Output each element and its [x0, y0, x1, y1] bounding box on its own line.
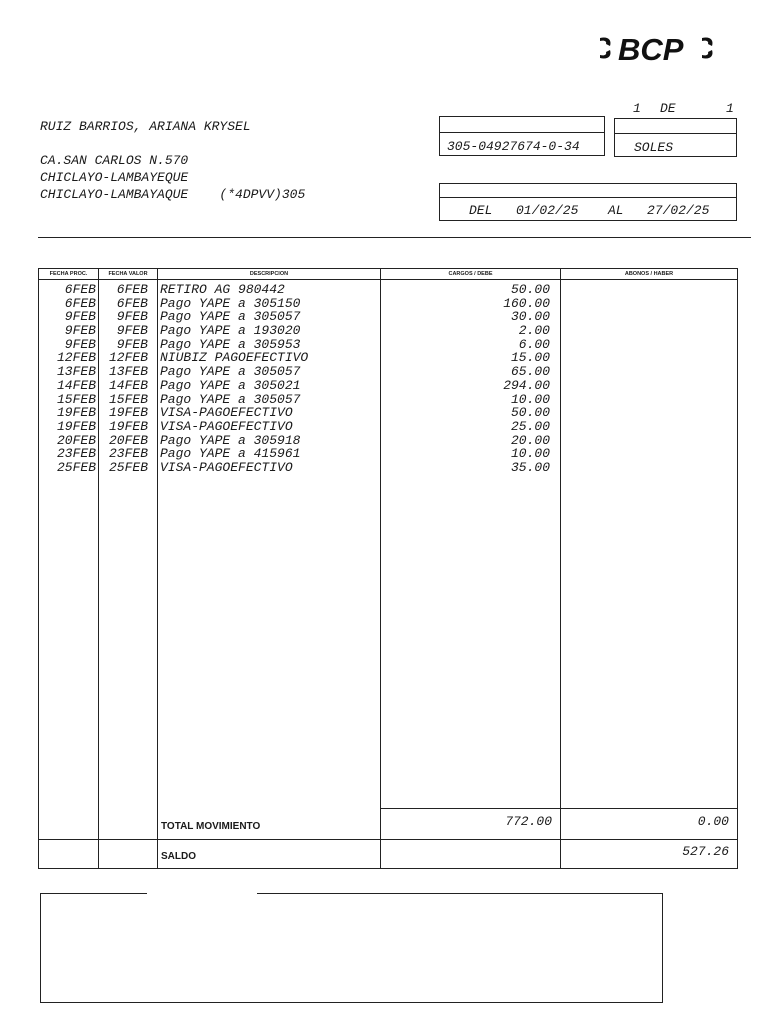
row-proc: 6FEB	[64, 295, 96, 311]
row-valor: 14FEB	[108, 377, 148, 393]
address-line: CHICLAYO-LAMBAYAQUE (*4DPVV)305	[40, 187, 306, 202]
row-proc: 14FEB	[56, 377, 96, 393]
row-abono	[560, 324, 730, 338]
separator	[38, 237, 751, 238]
row-cargo: 294.00	[503, 377, 550, 393]
period-from: 01/02/25	[516, 203, 579, 218]
row-cargo: 10.00	[510, 446, 550, 462]
logo-text: BCP	[618, 32, 684, 66]
row-proc: 20FEB	[56, 432, 96, 448]
row-abono	[560, 420, 730, 434]
account-number: 305-04927674-0-34	[447, 139, 580, 154]
row-proc: 23FEB	[56, 446, 96, 462]
row-desc: Pago YAPE a 305021	[160, 377, 301, 393]
row-valor: 12FEB	[108, 350, 148, 366]
row-valor: 13FEB	[108, 364, 148, 380]
row-proc: 9FEB	[64, 309, 96, 325]
address-line: CHICLAYO-LAMBAYEQUE	[40, 170, 189, 185]
row-abono	[560, 283, 730, 297]
header-abonos: ABONOS / HABER	[561, 269, 738, 280]
row-cargo: 65.00	[510, 364, 550, 380]
row-desc: Pago YAPE a 415961	[160, 446, 301, 462]
customer-address	[40, 153, 305, 204]
total-label: TOTAL MOVIMIENTO	[161, 821, 261, 832]
row-cargo: 30.00	[510, 309, 550, 325]
header-cargos: CARGOS / DEBE	[381, 269, 561, 280]
row-valor: 19FEB	[108, 405, 148, 421]
row-abono	[560, 434, 730, 448]
currency-box	[614, 118, 737, 157]
row-cargo: 15.00	[510, 350, 550, 366]
row-cargo: 35.00	[510, 459, 550, 475]
row-desc: Pago YAPE a 305953	[160, 336, 301, 352]
row-valor: 6FEB	[116, 282, 148, 297]
row-desc: Pago YAPE a 305057	[160, 364, 301, 380]
row-abono	[560, 297, 730, 311]
row-cargo: 50.00	[510, 405, 550, 421]
row-valor: 23FEB	[108, 446, 148, 462]
row-proc: 6FEB	[64, 282, 96, 297]
period-to: 27/02/25	[647, 203, 710, 218]
row-desc: Pago YAPE a 193020	[160, 323, 301, 339]
row-valor: 9FEB	[116, 323, 148, 339]
row-abono	[560, 338, 730, 352]
bcp-logo	[598, 30, 728, 66]
currency: SOLES	[634, 140, 674, 155]
row-desc: VISA-PAGOEFECTIVO	[160, 418, 293, 434]
row-desc: VISA-PAGOEFECTIVO	[160, 405, 293, 421]
col-fecha-valor	[98, 283, 148, 475]
row-valor: 19FEB	[108, 418, 148, 434]
col-fecha-proc	[38, 283, 96, 475]
row-valor: 25FEB	[108, 459, 148, 475]
row-valor: 9FEB	[116, 336, 148, 352]
row-desc: NIUBIZ PAGOEFECTIVO	[160, 350, 309, 366]
page-of-label: DE	[660, 101, 676, 116]
row-cargo: 25.00	[510, 418, 550, 434]
row-desc: VISA-PAGOEFECTIVO	[160, 459, 293, 475]
row-proc: 13FEB	[56, 364, 96, 380]
header-descripcion: DESCRIPCION	[158, 269, 381, 280]
row-desc: Pago YAPE a 305918	[160, 432, 301, 448]
saldo-value: 527.26	[682, 844, 729, 859]
row-cargo: 20.00	[510, 432, 550, 448]
row-abono	[560, 379, 730, 393]
header-fecha-proc: FECHA PROC.	[39, 269, 99, 280]
page-current: 1	[633, 101, 641, 116]
address-line: CA.SAN CARLOS N.570	[40, 153, 189, 168]
row-cargo: 10.00	[510, 391, 550, 407]
row-desc: Pago YAPE a 305150	[160, 295, 301, 311]
row-abono	[560, 310, 730, 324]
row-abono	[560, 447, 730, 461]
col-abonos	[560, 283, 730, 475]
total-abonos: 0.00	[697, 814, 729, 829]
row-proc: 9FEB	[64, 336, 96, 352]
col-cargos	[380, 283, 550, 475]
total-cargos: 772.00	[505, 814, 552, 829]
row-cargo: 50.00	[510, 282, 550, 297]
row-cargo: 160.00	[503, 295, 550, 311]
row-abono	[560, 393, 730, 407]
row-proc: 9FEB	[64, 323, 96, 339]
row-desc: Pago YAPE a 305057	[160, 309, 301, 325]
row-valor: 20FEB	[108, 432, 148, 448]
row-abono	[560, 351, 730, 365]
row-abono	[560, 461, 730, 475]
period-from-label: DEL	[469, 203, 493, 218]
period-to-label: AL	[608, 203, 624, 218]
row-valor: 15FEB	[108, 391, 148, 407]
row-valor: 9FEB	[116, 309, 148, 325]
row-valor: 6FEB	[116, 295, 148, 311]
row-abono	[560, 365, 730, 379]
row-proc: 19FEB	[56, 418, 96, 434]
header-fecha-valor: FECHA VALOR	[99, 269, 158, 280]
saldo-label: SALDO	[161, 851, 196, 862]
movements-table	[38, 268, 738, 280]
row-desc: RETIRO AG 980442	[160, 282, 285, 297]
row-proc: 19FEB	[56, 405, 96, 421]
row-proc: 12FEB	[56, 350, 96, 366]
message-box	[40, 893, 663, 1003]
row-cargo: 6.00	[518, 336, 550, 352]
row-proc: 15FEB	[56, 391, 96, 407]
col-descripcion	[160, 283, 378, 475]
page-total: 1	[726, 101, 734, 116]
row-desc: Pago YAPE a 305057	[160, 391, 301, 407]
row-proc: 25FEB	[56, 459, 96, 475]
row-abono	[560, 406, 730, 420]
row-cargo: 2.00	[518, 323, 550, 339]
customer-name: RUIZ BARRIOS, ARIANA KRYSEL	[40, 119, 251, 134]
